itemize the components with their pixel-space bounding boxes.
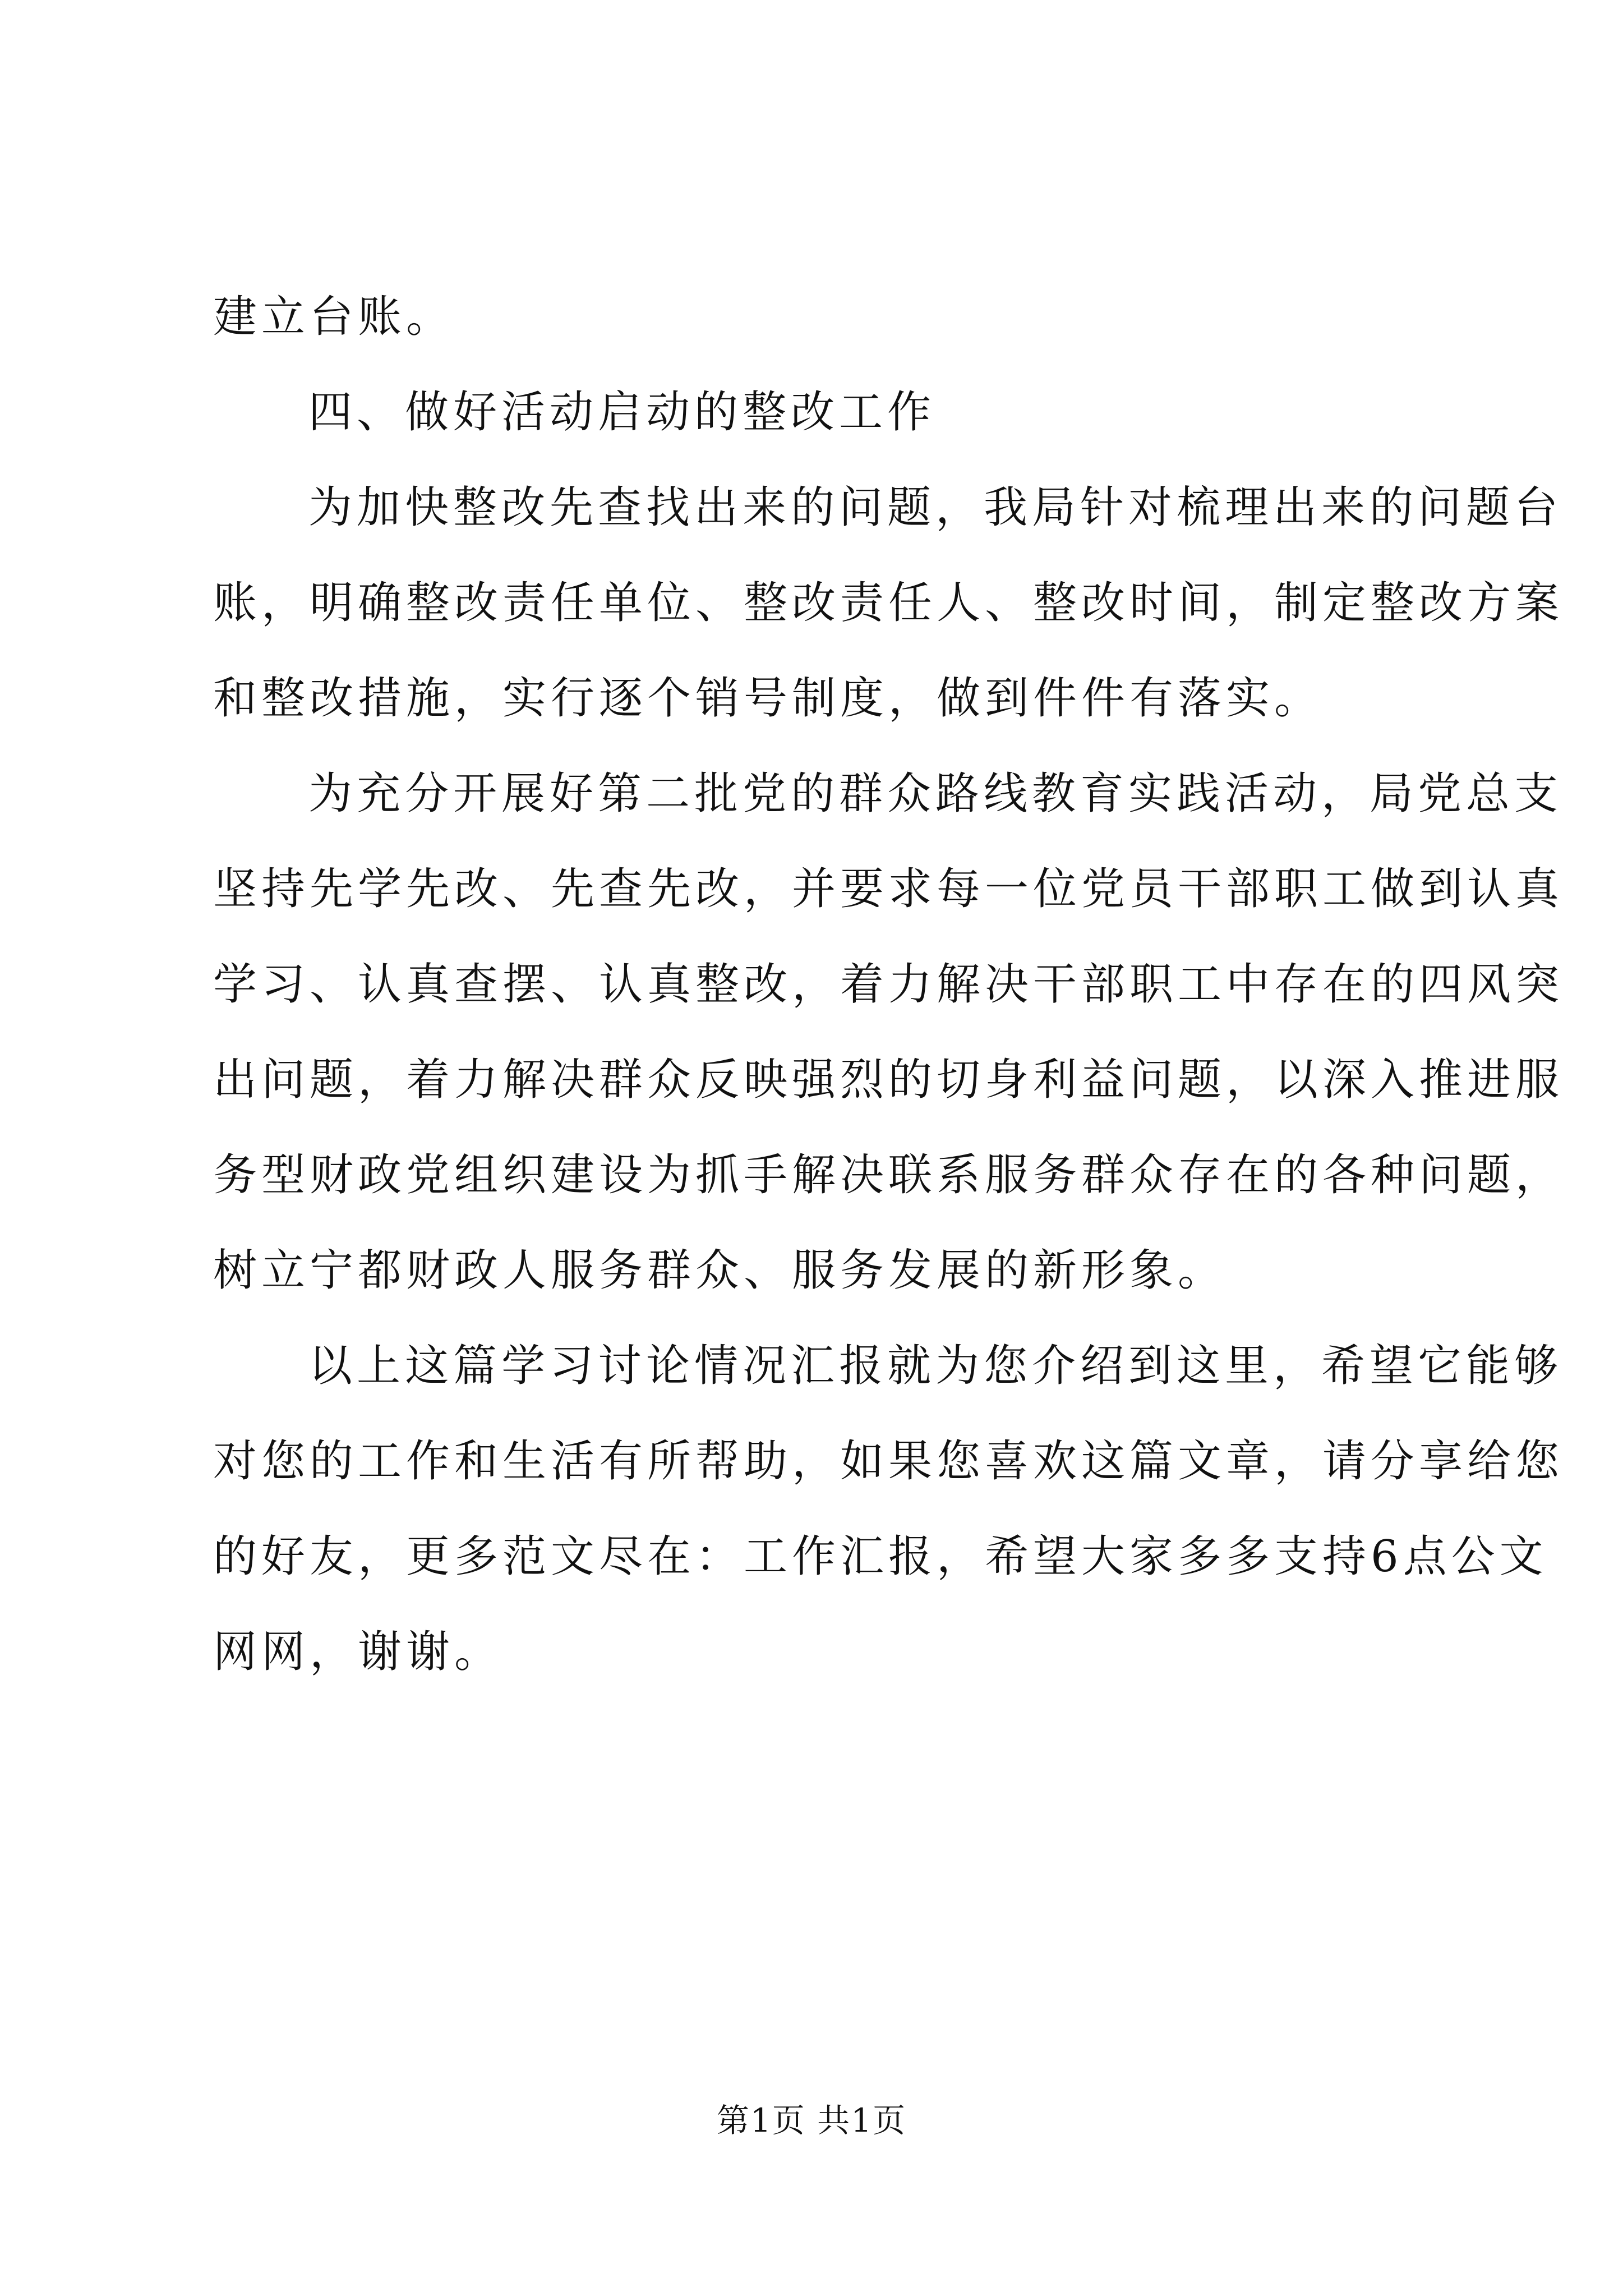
paragraph-line: 建立台账。 — [213, 292, 455, 342]
paragraph-line: 为加快整改先查找出来的问题，我局针对梳理出来的问题台 — [308, 482, 1563, 533]
paragraph-line: 对您的工作和生活有所帮助，如果您喜欢这篇文章，请分享给您 — [213, 1436, 1564, 1487]
paragraph-line: 学习、认真查摆、认真整改，着力解决干部职工中存在的四风突 — [213, 959, 1564, 1010]
paragraph-line: 的好友，更多范文尽在：工作汇报，希望大家多多支持6点公文 — [213, 1531, 1548, 1582]
paragraph-line: 出问题，着力解决群众反映强烈的切身利益问题，以深入推进服 — [213, 1055, 1564, 1105]
document-body — [213, 269, 1564, 1700]
paragraph-line: 和整改措施，实行逐个销号制度，做到件件有落实。 — [213, 673, 1323, 724]
paragraph-line: 坚持先学先改、先查先改，并要求每一位党员干部职工做到认真 — [213, 864, 1564, 914]
page-number-footer: 第1页 共1页 — [716, 2101, 907, 2139]
paragraph-line: 为充分开展好第二批党的群众路线教育实践活动，局党总支 — [308, 769, 1563, 819]
paragraph-line: 网网，谢谢。 — [213, 1627, 503, 1677]
paragraph-line: 务型财政党组织建设为抓手解决联系服务群众存在的各种问题， — [213, 1150, 1564, 1200]
section-heading: 四、做好活动启动的整改工作 — [308, 387, 936, 438]
paragraph-line: 账，明确整改责任单位、整改责任人、整改时间，制定整改方案 — [213, 578, 1564, 628]
paragraph-line: 树立宁都财政人服务群众、服务发展的新形象。 — [213, 1245, 1227, 1296]
paragraph-line: 以上这篇学习讨论情况汇报就为您介绍到这里，希望它能够 — [308, 1341, 1563, 1391]
